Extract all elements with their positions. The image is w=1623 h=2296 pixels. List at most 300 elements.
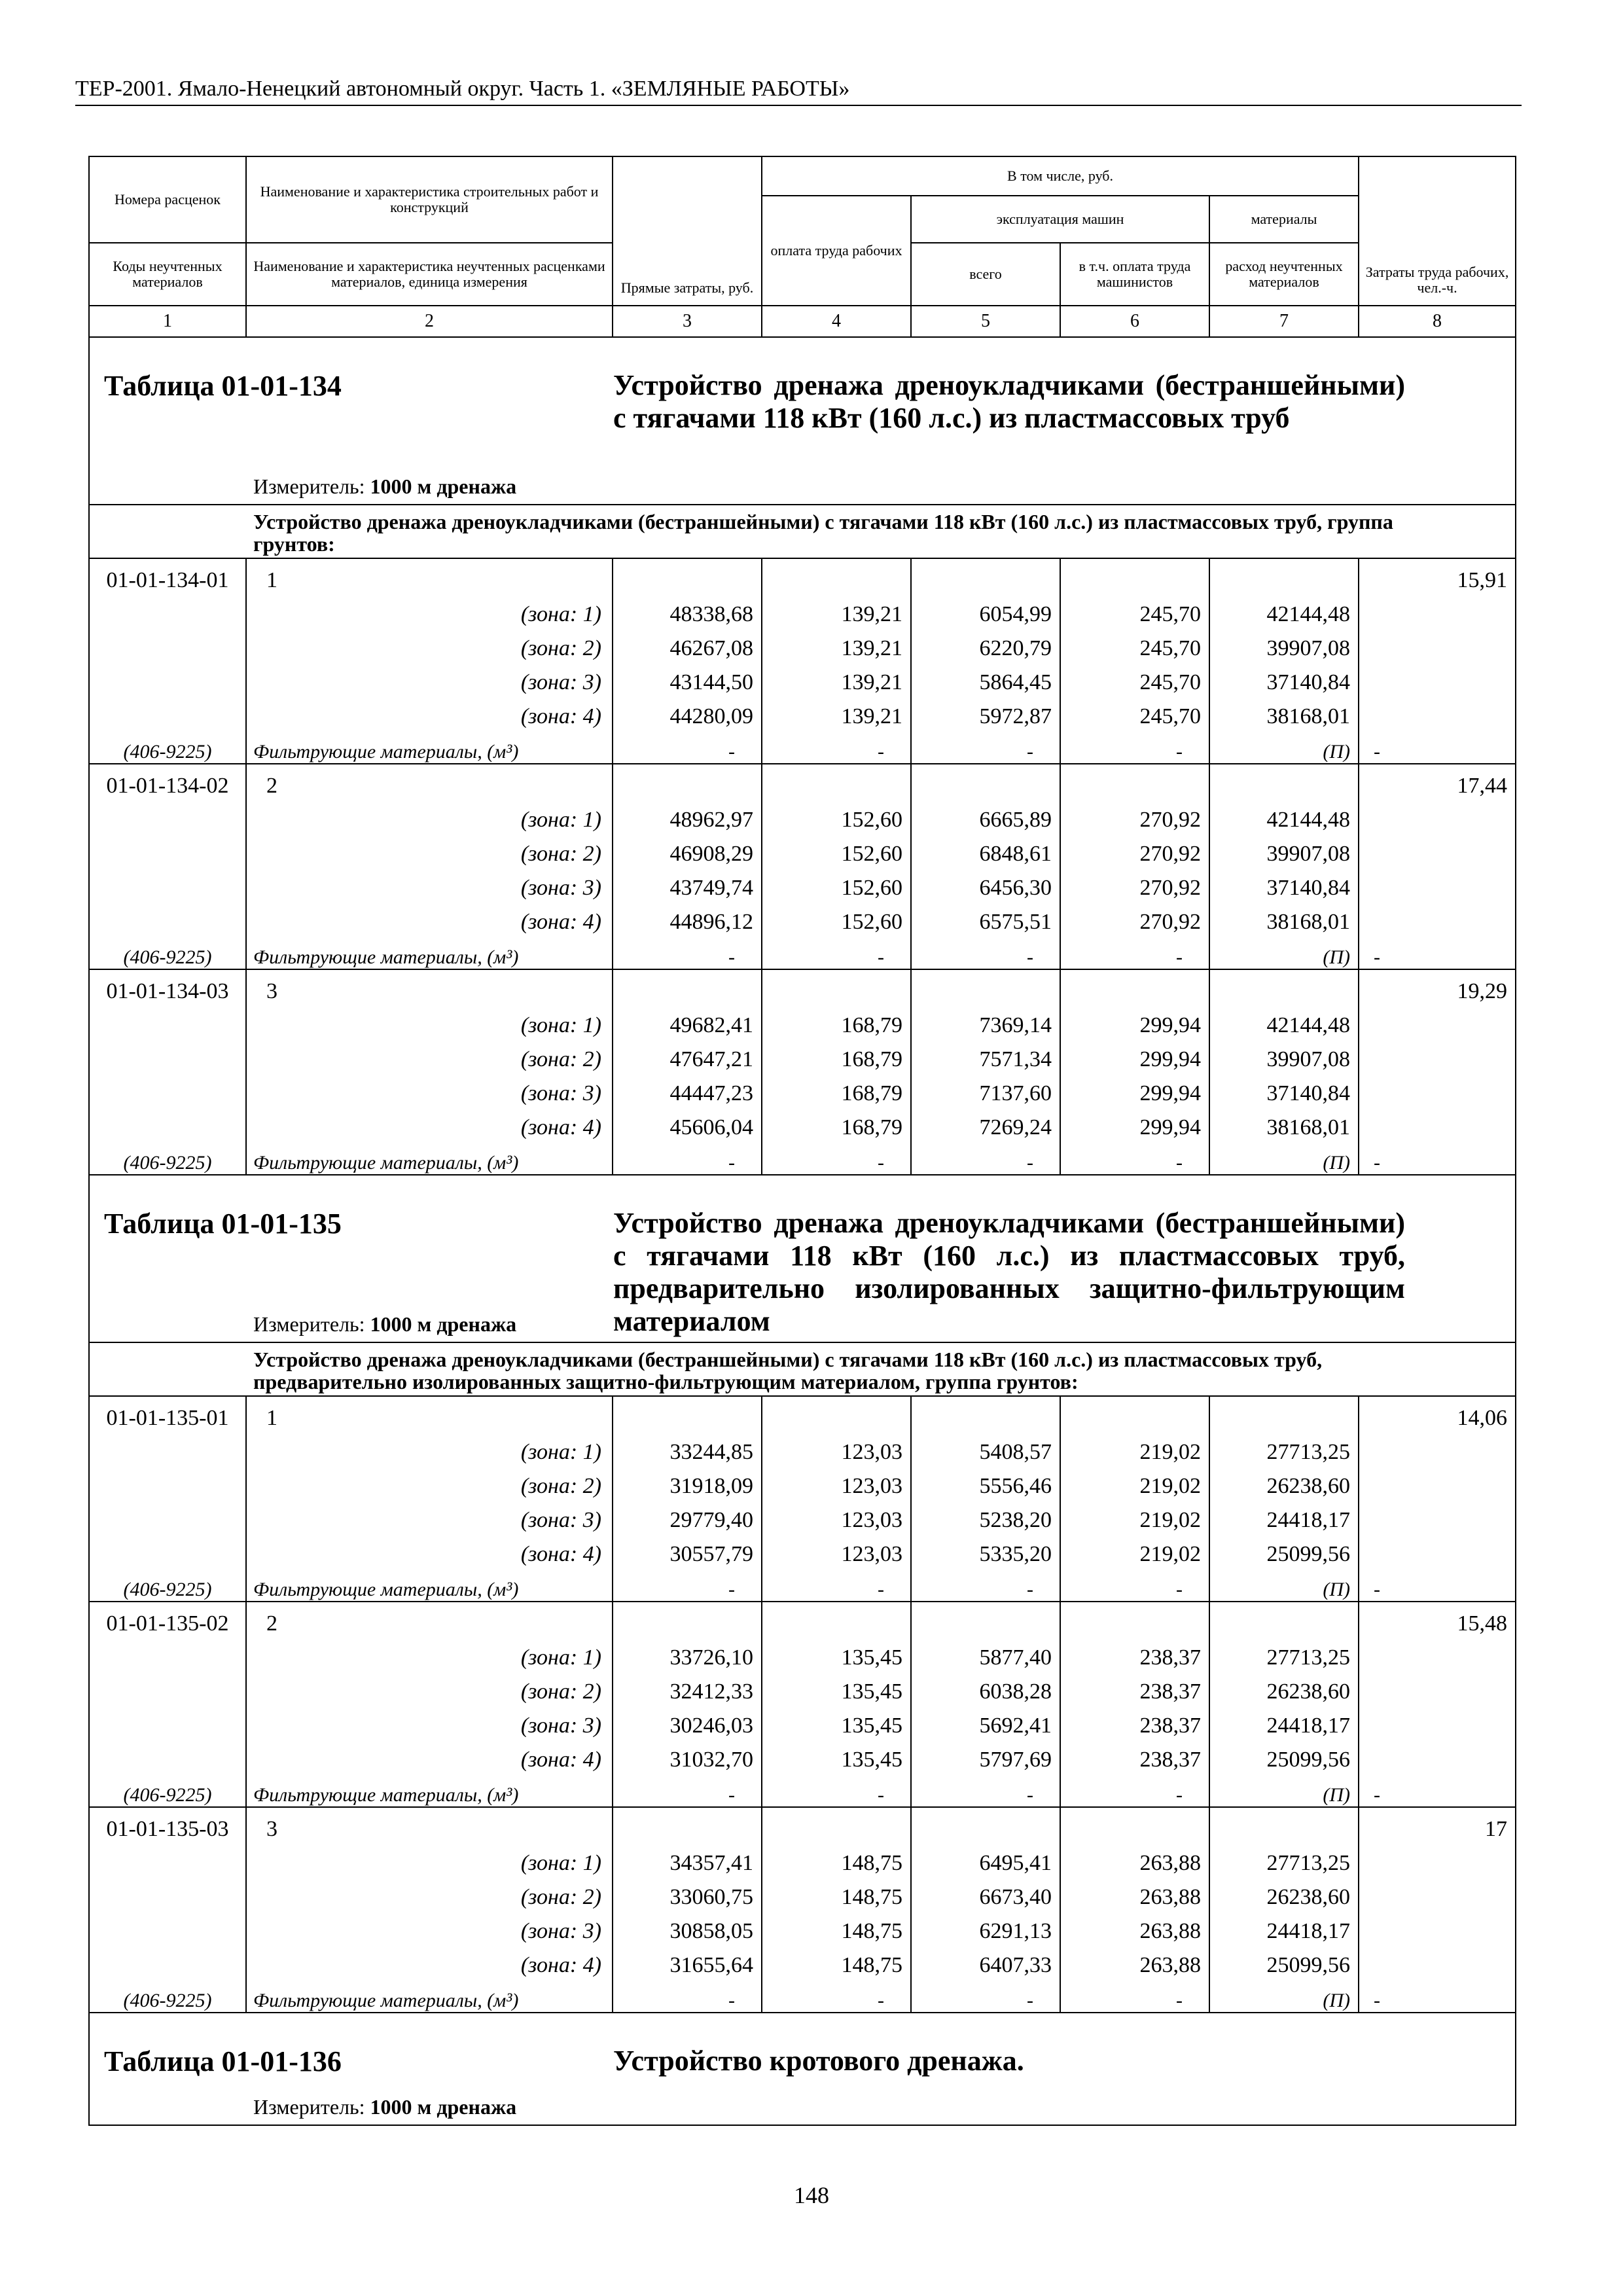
zone-label: (зона: 4)	[246, 901, 613, 935]
table-title-row	[89, 2013, 1516, 2125]
zone-row	[89, 1910, 1516, 1944]
table-title-cell	[89, 2013, 1516, 2125]
materials-cost: 24418,17	[1209, 1910, 1359, 1944]
dash: -	[911, 1140, 1060, 1175]
dash: -	[613, 1140, 762, 1175]
machines-total: 6495,41	[911, 1842, 1060, 1876]
machines-total: 6665,89	[911, 798, 1060, 833]
unaccounted-material-row	[89, 1772, 1516, 1807]
materials-cost: 24418,17	[1209, 1704, 1359, 1738]
empty-cell	[911, 1396, 1060, 1431]
direct-cost: 33060,75	[613, 1876, 762, 1910]
empty-cell	[89, 661, 246, 695]
direct-cost: 31918,09	[613, 1465, 762, 1499]
zone-row	[89, 798, 1516, 833]
machines-total: 5335,20	[911, 1533, 1060, 1567]
direct-cost: 33244,85	[613, 1431, 762, 1465]
empty-cell	[1359, 1842, 1516, 1876]
machinists-pay: 263,88	[1060, 1842, 1209, 1876]
worker-pay: 123,03	[762, 1431, 911, 1465]
zone-row	[89, 627, 1516, 661]
empty-cell	[1359, 1738, 1516, 1772]
worker-pay: 152,60	[762, 798, 911, 833]
direct-cost: 44280,09	[613, 695, 762, 729]
material-consumption: (П)	[1209, 935, 1359, 969]
header-machines-total: всего	[911, 243, 1060, 306]
empty-cell	[1060, 1602, 1209, 1636]
material-consumption: (П)	[1209, 729, 1359, 764]
machinists-pay: 245,70	[1060, 627, 1209, 661]
meter-label: Измеритель:	[253, 475, 365, 498]
zone-label: (зона: 3)	[246, 867, 613, 901]
material-consumption: (П)	[1209, 1140, 1359, 1175]
zone-label: (зона: 4)	[246, 695, 613, 729]
worker-pay: 123,03	[762, 1533, 911, 1567]
empty-cell	[89, 593, 246, 627]
empty-cell	[1209, 764, 1359, 798]
zone-row	[89, 901, 1516, 935]
header-unaccounted-materials: расход неучтенных материалов	[1209, 243, 1359, 306]
dash: -	[911, 935, 1060, 969]
dash: -	[613, 935, 762, 969]
empty-cell	[1359, 1499, 1516, 1533]
dash: -	[762, 1978, 911, 2013]
materials-cost: 39907,08	[1209, 1038, 1359, 1072]
zone-label: (зона: 1)	[246, 1636, 613, 1670]
materials-cost: 27713,25	[1209, 1431, 1359, 1465]
zone-row	[89, 1670, 1516, 1704]
worker-pay: 148,75	[762, 1842, 911, 1876]
empty-cell	[1359, 1636, 1516, 1670]
machinists-pay: 219,02	[1060, 1431, 1209, 1465]
header-machinists-pay: в т.ч. оплата труда машинистов	[1060, 243, 1209, 306]
empty-cell	[1359, 1670, 1516, 1704]
machinists-pay: 270,92	[1060, 901, 1209, 935]
zone-row	[89, 1106, 1516, 1140]
group-description: Устройство дренажа дреноукладчиками (бестраншейными) с тягачами 118 кВт (160 л.с.) из пластмассовых труб, группа грунтов:	[89, 505, 1516, 558]
machines-total: 5408,57	[911, 1431, 1060, 1465]
materials-cost: 39907,08	[1209, 627, 1359, 661]
worker-pay: 152,60	[762, 901, 911, 935]
materials-cost: 39907,08	[1209, 833, 1359, 867]
material-consumption: (П)	[1209, 1978, 1359, 2013]
worker-pay: 148,75	[762, 1876, 911, 1910]
empty-cell	[1359, 593, 1516, 627]
table-title-block	[90, 338, 1515, 504]
direct-cost: 29779,40	[613, 1499, 762, 1533]
dash: -	[613, 1772, 762, 1807]
zone-label: (зона: 1)	[246, 1004, 613, 1038]
dash: -	[1359, 1978, 1516, 2013]
dash: -	[1359, 1140, 1516, 1175]
empty-cell	[1359, 1004, 1516, 1038]
machinists-pay: 263,88	[1060, 1910, 1209, 1944]
empty-cell	[89, 1910, 246, 1944]
empty-cell	[613, 1602, 762, 1636]
worker-pay: 139,21	[762, 627, 911, 661]
machines-total: 6220,79	[911, 627, 1060, 661]
empty-cell	[89, 798, 246, 833]
materials-cost: 26238,60	[1209, 1670, 1359, 1704]
materials-cost: 38168,01	[1209, 695, 1359, 729]
table-id: Таблица 01-01-134	[104, 370, 342, 402]
material-name: Фильтрующие материалы, (м³)	[246, 935, 613, 969]
group-description-row	[89, 505, 1516, 558]
header-materials: материалы	[1209, 196, 1359, 243]
labor-cost: 17,44	[1359, 764, 1516, 798]
header-rule	[75, 105, 1522, 106]
empty-cell	[1359, 1533, 1516, 1567]
machines-total: 7137,60	[911, 1072, 1060, 1106]
labor-cost: 15,91	[1359, 558, 1516, 593]
worker-pay: 148,75	[762, 1944, 911, 1978]
direct-cost: 43749,74	[613, 867, 762, 901]
empty-cell	[89, 1876, 246, 1910]
empty-cell	[1359, 627, 1516, 661]
empty-cell	[1209, 1396, 1359, 1431]
zone-label: (зона: 3)	[246, 661, 613, 695]
table-id: Таблица 01-01-135	[104, 1208, 342, 1240]
empty-cell	[613, 1807, 762, 1842]
empty-cell	[762, 764, 911, 798]
dash: -	[1359, 1772, 1516, 1807]
direct-cost: 46267,08	[613, 627, 762, 661]
dash: -	[1060, 1567, 1209, 1602]
table-title-row	[89, 1175, 1516, 1342]
machinists-pay: 219,02	[1060, 1465, 1209, 1499]
direct-cost: 31032,70	[613, 1738, 762, 1772]
machines-total: 5556,46	[911, 1465, 1060, 1499]
zone-label: (зона: 2)	[246, 1038, 613, 1072]
soil-group: 1	[246, 1396, 613, 1431]
empty-cell	[1359, 798, 1516, 833]
material-code: (406-9225)	[89, 1772, 246, 1807]
machines-total: 7369,14	[911, 1004, 1060, 1038]
empty-cell	[1359, 1876, 1516, 1910]
unaccounted-material-row	[89, 1978, 1516, 2013]
dash: -	[1359, 729, 1516, 764]
empty-cell	[613, 764, 762, 798]
direct-cost: 49682,41	[613, 1004, 762, 1038]
machinists-pay: 299,94	[1060, 1004, 1209, 1038]
column-number: 8	[1359, 306, 1516, 337]
empty-cell	[1359, 1038, 1516, 1072]
materials-cost: 25099,56	[1209, 1533, 1359, 1567]
dash: -	[1060, 1772, 1209, 1807]
rate-code: 01-01-135-01	[89, 1396, 246, 1431]
empty-cell	[89, 867, 246, 901]
zone-row	[89, 1072, 1516, 1106]
machines-total: 6673,40	[911, 1876, 1060, 1910]
unaccounted-material-row	[89, 1140, 1516, 1175]
empty-cell	[89, 1004, 246, 1038]
materials-cost: 38168,01	[1209, 1106, 1359, 1140]
zone-label: (зона: 3)	[246, 1910, 613, 1944]
machines-total: 6038,28	[911, 1670, 1060, 1704]
zone-label: (зона: 4)	[246, 1944, 613, 1978]
meter-value: 1000 м дренажа	[370, 2095, 517, 2119]
column-number: 6	[1060, 306, 1209, 337]
header-material-name: Наименование и характеристика неучтенных расценками материалов, единица измерения	[246, 243, 613, 306]
zone-row	[89, 1431, 1516, 1465]
dash: -	[762, 1140, 911, 1175]
table-title-cell	[89, 1175, 1516, 1342]
table-title-block	[90, 1175, 1515, 1342]
header-material-codes: Коды неучтенных материалов	[89, 243, 246, 306]
direct-cost: 34357,41	[613, 1842, 762, 1876]
machines-total: 5972,87	[911, 695, 1060, 729]
empty-cell	[89, 1842, 246, 1876]
worker-pay: 135,45	[762, 1670, 911, 1704]
materials-cost: 25099,56	[1209, 1944, 1359, 1978]
empty-cell	[89, 1670, 246, 1704]
machines-total: 7571,34	[911, 1038, 1060, 1072]
rate-head-row	[89, 764, 1516, 798]
meter-label: Измеритель:	[253, 1312, 365, 1336]
empty-cell	[1209, 969, 1359, 1004]
zone-row	[89, 1465, 1516, 1499]
empty-cell	[1359, 1910, 1516, 1944]
column-number: 1	[89, 306, 246, 337]
machinists-pay: 219,02	[1060, 1499, 1209, 1533]
materials-cost: 38168,01	[1209, 901, 1359, 935]
empty-cell	[911, 1807, 1060, 1842]
empty-cell	[762, 1602, 911, 1636]
dash: -	[1359, 1567, 1516, 1602]
header-work-name: Наименование и характеристика строительных работ и конструкций	[246, 156, 613, 243]
worker-pay: 148,75	[762, 1910, 911, 1944]
empty-cell	[1060, 558, 1209, 593]
machinists-pay: 299,94	[1060, 1038, 1209, 1072]
column-numbers-row	[89, 306, 1516, 337]
direct-cost: 44447,23	[613, 1072, 762, 1106]
direct-cost: 30858,05	[613, 1910, 762, 1944]
soil-group: 2	[246, 1602, 613, 1636]
dash: -	[1060, 935, 1209, 969]
empty-cell	[1209, 1807, 1359, 1842]
direct-cost: 45606,04	[613, 1106, 762, 1140]
machinists-pay: 238,37	[1060, 1636, 1209, 1670]
table-meter	[253, 475, 516, 499]
materials-cost: 37140,84	[1209, 867, 1359, 901]
empty-cell	[762, 1807, 911, 1842]
dash: -	[911, 1978, 1060, 2013]
material-code: (406-9225)	[89, 935, 246, 969]
zone-label: (зона: 3)	[246, 1704, 613, 1738]
rate-head-row	[89, 1602, 1516, 1636]
material-code: (406-9225)	[89, 729, 246, 764]
worker-pay: 168,79	[762, 1106, 911, 1140]
dash: -	[762, 935, 911, 969]
column-number: 5	[911, 306, 1060, 337]
zone-label: (зона: 2)	[246, 627, 613, 661]
empty-cell	[1359, 867, 1516, 901]
table-body	[89, 337, 1516, 2125]
rates-table	[88, 156, 1516, 2126]
empty-cell	[89, 1533, 246, 1567]
unaccounted-material-row	[89, 1567, 1516, 1602]
rate-head-row	[89, 969, 1516, 1004]
machines-total: 5877,40	[911, 1636, 1060, 1670]
empty-cell	[1359, 1072, 1516, 1106]
empty-cell	[911, 764, 1060, 798]
direct-cost: 33726,10	[613, 1636, 762, 1670]
empty-cell	[1060, 1396, 1209, 1431]
machines-total: 6054,99	[911, 593, 1060, 627]
dash: -	[613, 1978, 762, 2013]
machines-total: 6848,61	[911, 833, 1060, 867]
dash: -	[911, 729, 1060, 764]
empty-cell	[89, 1738, 246, 1772]
empty-cell	[1060, 969, 1209, 1004]
rate-code: 01-01-134-02	[89, 764, 246, 798]
materials-cost: 26238,60	[1209, 1465, 1359, 1499]
worker-pay: 168,79	[762, 1038, 911, 1072]
zone-label: (зона: 4)	[246, 1738, 613, 1772]
table-title: Устройство дренажа дреноукладчиками (бестраншейными) с тягачами 118 кВт (160 л.с.) из пластмассовых труб	[613, 369, 1405, 434]
dash: -	[1060, 1140, 1209, 1175]
worker-pay: 139,21	[762, 593, 911, 627]
direct-cost: 30557,79	[613, 1533, 762, 1567]
empty-cell	[89, 1636, 246, 1670]
zone-row	[89, 695, 1516, 729]
rate-head-row	[89, 558, 1516, 593]
machines-total: 6575,51	[911, 901, 1060, 935]
dash: -	[762, 1567, 911, 1602]
material-code: (406-9225)	[89, 1567, 246, 1602]
table-title: Устройство кротового дренажа.	[613, 2045, 1024, 2077]
machines-total: 6291,13	[911, 1910, 1060, 1944]
group-description-row	[89, 1342, 1516, 1396]
dash: -	[613, 1567, 762, 1602]
empty-cell	[89, 1038, 246, 1072]
empty-cell	[1359, 833, 1516, 867]
worker-pay: 168,79	[762, 1004, 911, 1038]
dash: -	[1359, 935, 1516, 969]
zone-label: (зона: 3)	[246, 1072, 613, 1106]
material-name: Фильтрующие материалы, (м³)	[246, 1978, 613, 2013]
zone-label: (зона: 2)	[246, 833, 613, 867]
empty-cell	[1060, 764, 1209, 798]
empty-cell	[1209, 1602, 1359, 1636]
empty-cell	[762, 969, 911, 1004]
materials-cost: 42144,48	[1209, 593, 1359, 627]
empty-cell	[911, 1602, 1060, 1636]
table-title-cell	[89, 337, 1516, 505]
zone-label: (зона: 4)	[246, 1533, 613, 1567]
empty-cell	[89, 1106, 246, 1140]
header-worker-pay: оплата труда рабочих	[762, 196, 911, 306]
machines-total: 7269,24	[911, 1106, 1060, 1140]
header-rate-numbers: Номера расценок	[89, 156, 246, 243]
machinists-pay: 245,70	[1060, 661, 1209, 695]
column-number: 7	[1209, 306, 1359, 337]
meter-value: 1000 м дренажа	[370, 1312, 517, 1336]
machinists-pay: 219,02	[1060, 1533, 1209, 1567]
unaccounted-material-row	[89, 935, 1516, 969]
materials-cost: 37140,84	[1209, 1072, 1359, 1106]
machines-total: 5797,69	[911, 1738, 1060, 1772]
material-consumption: (П)	[1209, 1772, 1359, 1807]
empty-cell	[89, 901, 246, 935]
table-title-row	[89, 337, 1516, 505]
zone-row	[89, 661, 1516, 695]
materials-cost: 24418,17	[1209, 1499, 1359, 1533]
empty-cell	[911, 969, 1060, 1004]
material-name: Фильтрующие материалы, (м³)	[246, 1772, 613, 1807]
group-description: Устройство дренажа дреноукладчиками (бестраншейными) с тягачами 118 кВт (160 л.с.) из пластмассовых труб, предварительно изолированных защитно-фильтрующим материалом, группа грунтов:	[89, 1342, 1516, 1396]
empty-cell	[1359, 695, 1516, 729]
page-header: ТЕР-2001. Ямало-Ненецкий автономный округ. Часть 1. «ЗЕМЛЯНЫЕ РАБОТЫ»	[75, 77, 850, 101]
soil-group: 3	[246, 969, 613, 1004]
dash: -	[1060, 1978, 1209, 2013]
dash: -	[1060, 729, 1209, 764]
labor-cost: 17	[1359, 1807, 1516, 1842]
machinists-pay: 270,92	[1060, 833, 1209, 867]
machinists-pay: 270,92	[1060, 798, 1209, 833]
empty-cell	[89, 1431, 246, 1465]
meter-label: Измеритель:	[253, 2095, 365, 2119]
machinists-pay: 299,94	[1060, 1106, 1209, 1140]
dash: -	[911, 1567, 1060, 1602]
page-number: 148	[794, 2182, 829, 2208]
column-number: 2	[246, 306, 613, 337]
zone-row	[89, 1636, 1516, 1670]
soil-group: 2	[246, 764, 613, 798]
empty-cell	[1359, 1944, 1516, 1978]
worker-pay: 123,03	[762, 1465, 911, 1499]
table-header	[89, 156, 1516, 337]
unaccounted-material-row	[89, 729, 1516, 764]
zone-row	[89, 593, 1516, 627]
material-code: (406-9225)	[89, 1140, 246, 1175]
rate-code: 01-01-134-03	[89, 969, 246, 1004]
empty-cell	[89, 1072, 246, 1106]
empty-cell	[1359, 1431, 1516, 1465]
machinists-pay: 238,37	[1060, 1704, 1209, 1738]
machinists-pay: 245,70	[1060, 593, 1209, 627]
empty-cell	[613, 969, 762, 1004]
zone-row	[89, 1738, 1516, 1772]
zone-row	[89, 1842, 1516, 1876]
empty-cell	[89, 833, 246, 867]
direct-cost: 43144,50	[613, 661, 762, 695]
direct-cost: 31655,64	[613, 1944, 762, 1978]
empty-cell	[89, 627, 246, 661]
worker-pay: 152,60	[762, 867, 911, 901]
empty-cell	[762, 1396, 911, 1431]
dash: -	[613, 729, 762, 764]
machines-total: 5864,45	[911, 661, 1060, 695]
empty-cell	[762, 558, 911, 593]
rate-head-row	[89, 1807, 1516, 1842]
rate-code: 01-01-135-03	[89, 1807, 246, 1842]
worker-pay: 152,60	[762, 833, 911, 867]
labor-cost: 15,48	[1359, 1602, 1516, 1636]
zone-row	[89, 1533, 1516, 1567]
machines-total: 6456,30	[911, 867, 1060, 901]
zone-row	[89, 833, 1516, 867]
empty-cell	[89, 1499, 246, 1533]
materials-cost: 26238,60	[1209, 1876, 1359, 1910]
empty-cell	[1359, 1465, 1516, 1499]
empty-cell	[1060, 1807, 1209, 1842]
material-consumption: (П)	[1209, 1567, 1359, 1602]
machinists-pay: 263,88	[1060, 1876, 1209, 1910]
zone-row	[89, 1038, 1516, 1072]
rate-code: 01-01-134-01	[89, 558, 246, 593]
materials-cost: 42144,48	[1209, 798, 1359, 833]
